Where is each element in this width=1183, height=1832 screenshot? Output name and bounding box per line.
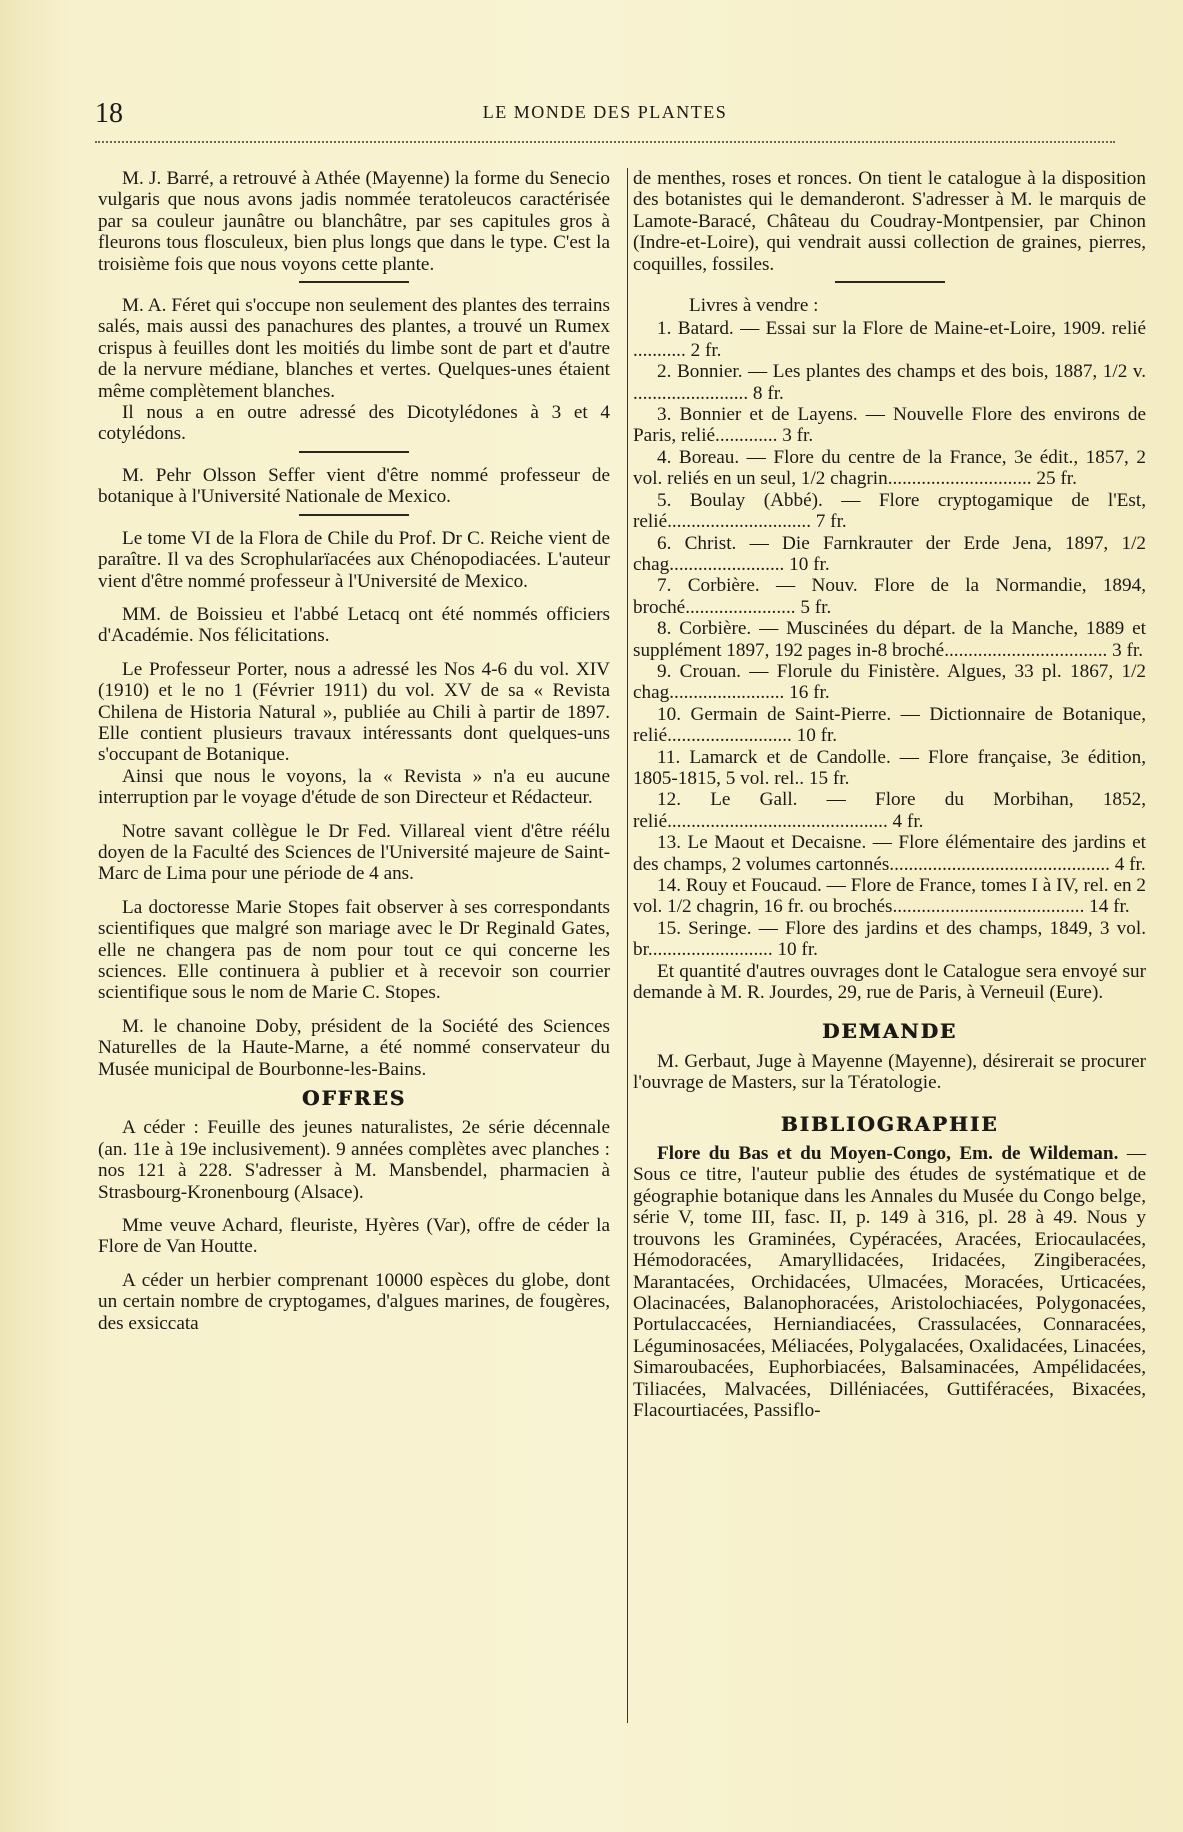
book-entry: 10. Germain de Saint-Pierre. — Dictionnaire de Botanique, relié.......................... 10 fr.	[633, 703, 1146, 747]
note-villareal: Notre savant collègue le Dr Fed. Villareal vient d'être réélu doyen de la Faculté des Sciences de l'Université majeure de Saint-Marc de Lima pour une période de 4 ans.	[98, 820, 610, 885]
spacer	[98, 647, 610, 659]
spacer	[98, 1004, 610, 1016]
spacer	[98, 1203, 610, 1215]
note-feret: M. A. Féret qui s'occupe non seulement des plantes des terrains salés, mais aussi des panachures des plantes, a trouvé un Rumex crispus à feuilles dont les moitiés du limbe sont de part et d'autre de la nervure médiane, blanches et vertes. Quelques-unes étaient même complètement blanches.	[98, 295, 610, 402]
right-column	[633, 168, 1146, 1421]
note-feret-continued: Il nous a en outre adressé des Dicotylédones à 3 et 4 cotylédons.	[98, 402, 610, 445]
page-number: 18	[95, 98, 123, 129]
catalogue-note: Et quantité d'autres ouvrages dont le Catalogue sera envoyé sur demande à M. R. Jourdes, 29, rue de Paris, à Verneuil (Eure).	[633, 960, 1146, 1004]
spacer	[633, 1094, 1146, 1106]
book-entry: 7. Corbière. — Nouv. Flore de la Normandie, 1894, broché....................... 5 fr.	[633, 575, 1146, 618]
note-academie: MM. de Boissieu et l'abbé Letacq ont été nommés officiers d'Académie. Nos félicitations.	[98, 603, 610, 647]
left-column	[98, 168, 610, 1334]
book-entry: 8. Corbière. — Muscinées du départ. de la Manche, 1889 et supplément 1897, 192 pages in-8 broché.................................. 3 fr.	[633, 618, 1146, 661]
book-entry: 15. Seringe. — Flore des jardins et des champs, 1849, 3 vol. br.......................... 10 fr.	[633, 917, 1146, 961]
books-for-sale-heading: Livres à vendre :	[689, 295, 819, 317]
book-entry: 5. Boulay (Abbé). — Flore cryptogamique de l'Est, relié.............................. 7 fr.	[633, 489, 1146, 533]
page-header	[95, 98, 1115, 128]
separator-rule	[835, 281, 945, 283]
demande-gerbaut: M. Gerbaut, Juge à Mayenne (Mayenne), désirerait se procurer l'ouvrage de Masters, sur la Tératologie.	[633, 1050, 1146, 1094]
book-entry: 14. Rouy et Foucaud. — Flore de France, tomes I à IV, rel. en 2 vol. 1/2 chagrin, 16 fr. ou brochés........................................ 14 fr.	[633, 875, 1146, 918]
separator-rule	[299, 514, 409, 516]
book-entry: 6. Christ. — Die Farnkrauter der Erde Jena, 1897, 1/2 chag........................ 10 fr.	[633, 532, 1146, 575]
note-barre: M. J. Barré, a retrouvé à Athée (Mayenne) la forme du Senecio vulgaris que nous avons jadis nommée teratoleucos caractérisée par sa couleur jaunâtre ou blanchâtre, par ses capitules gros à fleurons tous flosculeux, bien plus longs que dans le type. C'est la troisième fois que nous voyons cette plante.	[98, 168, 610, 275]
note-flora-de-chile: Le tome VI de la Flora de Chile du Prof. Dr C. Reiche vient de paraître. Il va des Scrophularïacées aux Chénopodiacées. L'auteur vient d'être nommé professeur à l'Université de Mexico.	[98, 527, 610, 592]
biblio-entry-title: Flore du Bas et du Moyen-Congo, Em. de Wildeman.	[657, 1143, 1119, 1165]
separator-rule	[299, 451, 409, 453]
spacer	[98, 885, 610, 897]
offer-herbier: A céder un herbier comprenant 10000 espèces du globe, dont un certain nombre de cryptogames, d'algues marines, de fougères, des exsiccata	[98, 1269, 610, 1334]
note-olsson-seffer: M. Pehr Olsson Seffer vient d'être nommé professeur de botanique à l'Université Nationale de Mexico.	[98, 464, 610, 508]
offres-heading: OFFRES	[301, 1086, 407, 1111]
running-title: LE MONDE DES PLANTES	[482, 102, 728, 122]
book-entry: 9. Crouan. — Florule du Finistère. Algues, 33 pl. 1867, 1/2 chag........................ 16 fr.	[633, 660, 1146, 704]
book-entry: 4. Boreau. — Flore du centre de la France, 3e édit., 1857, 2 vol. reliés en un seul, 1/2 chagrin.............................. 25 fr.	[633, 446, 1146, 490]
separator-rule	[299, 281, 409, 283]
biblio-entry	[633, 1143, 1146, 1421]
offer-achard: Mme veuve Achard, fleuriste, Hyères (Var), offre de céder la Flore de Van Houtte.	[98, 1215, 610, 1258]
column-divider	[627, 168, 628, 1723]
book-entry: 12. Le Gall. — Flore du Morbihan, 1852, relié.............................................. 4 fr.	[633, 789, 1146, 832]
bibliographie-heading: BIBLIOGRAPHIE	[780, 1111, 999, 1136]
spacer	[98, 1258, 610, 1270]
note-stopes: La doctoresse Marie Stopes fait observer à ses correspondants scientifiques que malgré son mariage avec le Dr Reginald Gates, elle ne changera pas de nom pour tout ce qui concerne les sciences. Elle continuera à publier et à recevoir son courrier scientifique sous le nom de Marie C. Stopes.	[98, 896, 610, 1004]
book-entry: 1. Batard. — Essai sur la Flore de Maine-et-Loire, 1909. relié ........... 2 fr.	[633, 318, 1146, 361]
demande-heading: DEMANDE	[821, 1019, 958, 1044]
book-entry: 3. Bonnier et de Layens. — Nouvelle Flore des environs de Paris, relié............. 3 fr.	[633, 404, 1146, 447]
book-entry: 13. Le Maout et Decaisne. — Flore élémentaire des jardins et des champs, 2 volumes cartonnés.............................................. 4 fr.	[633, 832, 1146, 875]
offer-herbier-continued: de menthes, roses et ronces. On tient le catalogue à la disposition des botanistes qui le demanderont. S'adresser à M. le marquis de Lamote-Baracé, Château du Coudray-Montpensier, par Chinon (Indre-et-Loire), qui vendrait aussi collection de graines, pierres, coquilles, fossiles.	[633, 168, 1146, 275]
header-dotted-rule	[95, 141, 1115, 143]
biblio-entry-text: — Sous ce titre, l'auteur publie des études de systématique et de géographie botanique dans les Annales du Musée du Congo belge, série V, tome III, fasc. II, p. 149 à 316, pl. 28 à 49. Nous y trouvons les Graminées, Cypéracées, Aracées, Eriocaulacées, Hémodoracées, Amaryllidacées, Iridacées, Zingiberacées, Marantacées, Orchidacées, Ulmacées, Moracées, Urticacées, Olacinacées, Balanophoracées, Aristolochiacées, Polygonacées, Portulaccacées, Herniandiacées, Crassulacées, Connaracées, Léguminosacées, Méliacées, Polygalacées, Oxalidacées, Linacées, Simaroubacées, Euphorbiacées, Balsaminacées, Ampélidacées, Tiliacées, Malvacées, Dilléniacées, Guttiféracées, Bixacées, Flacourtiacées, Passiflo-	[633, 1143, 1146, 1421]
note-porter: Le Professeur Porter, nous a adressé les Nos 4-6 du vol. XIV (1910) et le no 1 (Février 1911) du vol. XV de sa « Revista Chilena de Historia Natural », publiée au Chili à partir de 1897. Elle contient plusieurs travaux intéressants dont quelques-uns s'occupant de Botanique.	[98, 658, 610, 766]
spacer	[98, 809, 610, 821]
offer-feuille: A céder : Feuille des jeunes naturalistes, 2e série décennale (an. 11e à 19e inclusivement). 9 années complètes avec planches : nos 121 à 228. S'adresser à M. Mansbendel, pharmacien à Strasbourg-Kronenbourg (Alsace).	[98, 1117, 610, 1203]
book-entry: 2. Bonnier. — Les plantes des champs et des bois, 1887, 1/2 v. ........................ 8 fr.	[633, 361, 1146, 404]
spacer	[98, 592, 610, 604]
spacer	[633, 1003, 1146, 1013]
note-porter-continued: Ainsi que nous le voyons, la « Revista » n'a eu aucune interruption par le voyage d'étude de son Directeur et Rédacteur.	[98, 765, 610, 809]
note-doby: M. le chanoine Doby, président de la Société des Sciences Naturelles de la Haute-Marne, a été nommé conservateur du Musée municipal de Bourbonne-les-Bains.	[98, 1015, 610, 1080]
book-entry: 11. Lamarck et de Candolle. — Flore française, 3e édition, 1805-1815, 5 vol. rel.. 15 fr.	[633, 746, 1146, 789]
